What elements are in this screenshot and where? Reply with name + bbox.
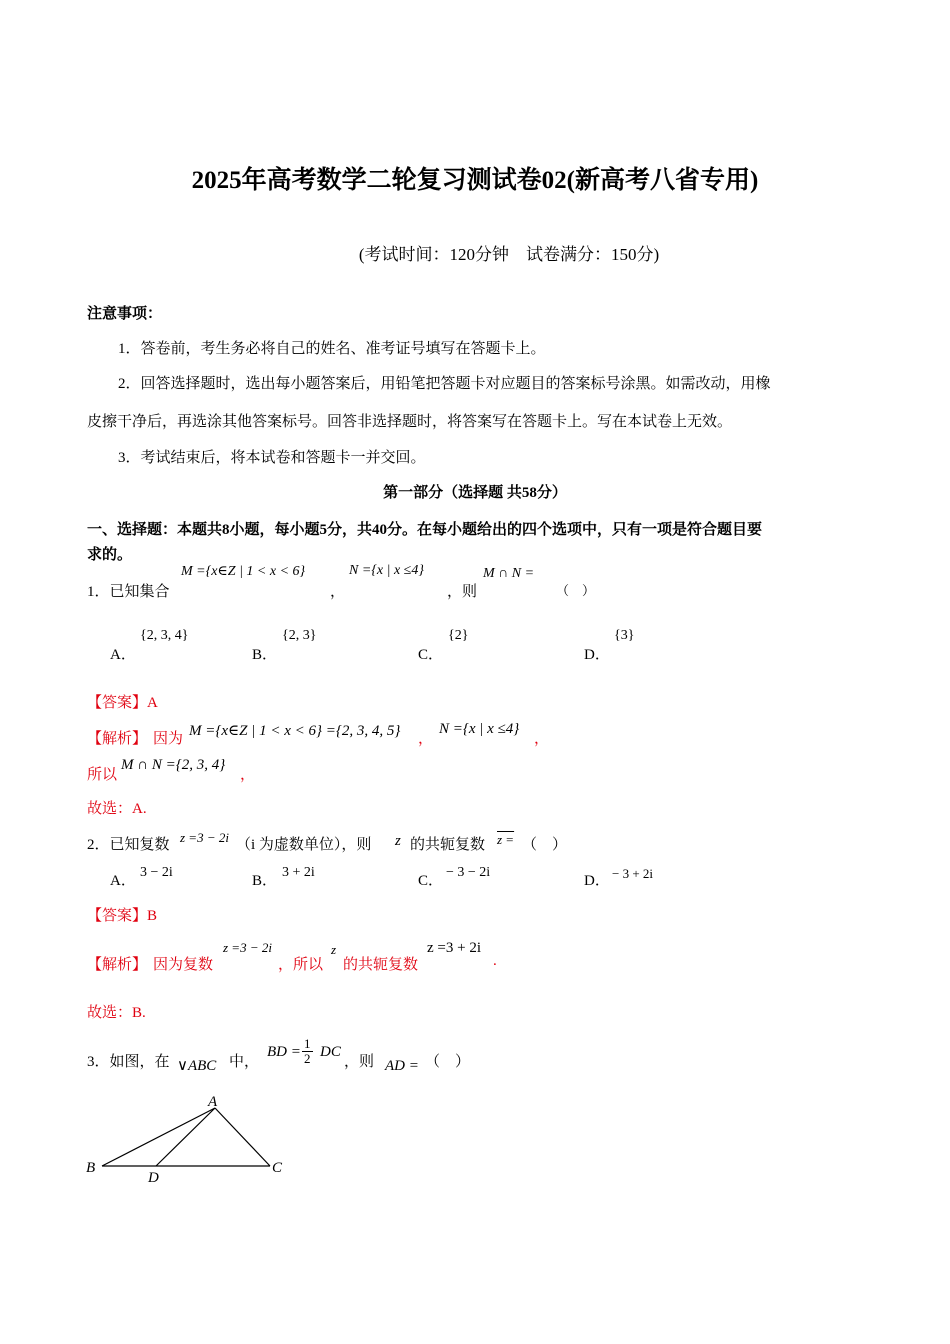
q2-option-b-value: 3 + 2i <box>282 865 315 880</box>
q2-answer-paren: （ ） <box>522 837 568 853</box>
q2-analysis-z-def: z =3 − 2i <box>223 940 272 955</box>
q2-analysis-text2: ，所以 <box>278 957 324 973</box>
notes-heading: 注意事项： <box>87 306 163 322</box>
q1-option-b-value: {2, 3} <box>282 628 317 643</box>
q2-conclusion: 故选：B. <box>87 1005 146 1021</box>
q3-then: ，则 <box>344 1054 375 1070</box>
q1-analysis-text: 因为 <box>153 731 184 747</box>
label-d: D <box>148 1170 159 1186</box>
q2-analysis-z: z <box>331 942 337 957</box>
q1-answer: 【答案】A <box>87 695 158 711</box>
note-item-1: 1．答卷前，考生务必将自己的姓名、准考证号填写在答题卡上。 <box>118 341 546 357</box>
note-item-2-line1: 2．回答选择题时，选出每小题答案后，用铅笔把答题卡对应题目的答案标号涂黑。如需改动，用橡 <box>118 376 771 392</box>
q3-frac-num: 1 <box>304 1036 311 1051</box>
q3-frac-den: 2 <box>304 1051 311 1066</box>
page-title: 2025年高考数学二轮复习测试卷02(新高考八省专用) <box>191 167 759 194</box>
q2-analysis-zbar: z =3 + 2i <box>427 940 481 956</box>
q2-z-def: z =3 − 2i <box>180 830 229 845</box>
q1-prefix: 1．已知集合 <box>87 584 170 600</box>
q1-option-c-label: C． <box>418 647 444 663</box>
q2-zbar: z = <box>497 832 515 847</box>
q1-option-a-label: A． <box>110 647 136 663</box>
q2-analysis-text1: 因为复数 <box>153 957 214 973</box>
q2-analysis-end: . <box>493 953 497 969</box>
q3-prefix: 3．如图，在 <box>87 1054 170 1070</box>
q2-option-c-value: − 3 − 2i <box>446 865 491 880</box>
q1-comma: ， <box>330 584 346 600</box>
q2-option-b-label: B． <box>252 873 278 889</box>
section1-line1: 一、选择题：本题共8小题，每小题5分，共40分。在每小题给出的四个选项中，只有一项是符合题目要 <box>87 522 763 538</box>
q1-analysis-sep: ， <box>418 731 434 747</box>
q1-set-m: M ={x∈Z | 1 < x < 6} <box>181 564 306 579</box>
q2-analysis-tag: 【解析】 <box>87 957 148 973</box>
q1-analysis-tag: 【解析】 <box>87 731 148 747</box>
q1-set-n: N ={x | x ≤4} <box>349 563 424 578</box>
q1-answer-paren: （ ） <box>556 583 596 598</box>
side-ac <box>215 1108 270 1166</box>
q2-mid: （i 为虚数单位），则 <box>236 837 372 853</box>
triangle-figure <box>80 1090 300 1190</box>
note-item-3: 3．考试结束后，将本试卷和答题卡一并交回。 <box>118 450 426 466</box>
label-c: C <box>272 1160 283 1176</box>
q3-mid: 中， <box>229 1054 260 1070</box>
q2-option-d-label: D． <box>584 873 610 889</box>
q2-answer: 【答案】B <box>87 908 158 924</box>
q1-option-d-label: D． <box>584 647 610 663</box>
q1-option-c-value: {2} <box>448 628 469 643</box>
q1-question-expr: M ∩ N = <box>483 566 535 581</box>
section1-line2: 求的。 <box>87 547 133 563</box>
part1-heading: 第一部分（选择题 共58分） <box>383 485 567 501</box>
q1-option-b-label: B． <box>252 647 278 663</box>
q2-option-a-value: 3 − 2i <box>140 865 173 880</box>
q3-answer-paren: （ ） <box>425 1054 471 1070</box>
q3-triangle: ∨ABC <box>177 1058 217 1074</box>
q3-eq-right: DC <box>320 1044 341 1060</box>
q1-option-a-value: {2, 3, 4} <box>140 628 189 643</box>
label-a: A <box>208 1094 218 1110</box>
q2-z: z <box>395 833 401 849</box>
q2-mid2: 的共轭复数 <box>410 837 486 853</box>
q3-eq-left: BD = <box>267 1044 301 1060</box>
label-b: B <box>86 1160 96 1176</box>
q2-option-d-value: − 3 + 2i <box>612 866 654 881</box>
q2-prefix: 2．已知复数 <box>87 837 170 853</box>
q1-then: ，则 <box>447 584 478 600</box>
q3-ask: AD = <box>385 1058 419 1074</box>
q1-analysis-intersection: M ∩ N ={2, 3, 4} <box>121 757 226 773</box>
q1-analysis-end: ， <box>534 731 550 747</box>
q1-option-d-value: {3} <box>614 628 635 643</box>
q2-option-c-label: C． <box>418 873 444 889</box>
q1-conclusion: 故选：A. <box>87 801 147 817</box>
q3-fraction <box>302 1037 313 1066</box>
q2-analysis-text3: 的共轭复数 <box>343 957 419 973</box>
q2-option-a-label: A． <box>110 873 136 889</box>
note-item-2-line2: 皮擦干净后，再选涂其他答案标号。回答非选择题时，将答案写在答题卡上。写在本试卷上无效。 <box>87 414 733 430</box>
q1-analysis-so: 所以 <box>87 767 118 783</box>
segment-ad <box>156 1108 215 1166</box>
q1-analysis-set-m: M ={x∈Z | 1 < x < 6} ={2, 3, 4, 5} <box>189 723 401 739</box>
side-ba <box>102 1108 215 1166</box>
q1-analysis-set-n: N ={x | x ≤4} <box>439 721 520 737</box>
exam-info: (考试时间：120分钟 试卷满分：150分) <box>358 245 660 264</box>
q1-analysis-end2: ， <box>240 767 256 783</box>
